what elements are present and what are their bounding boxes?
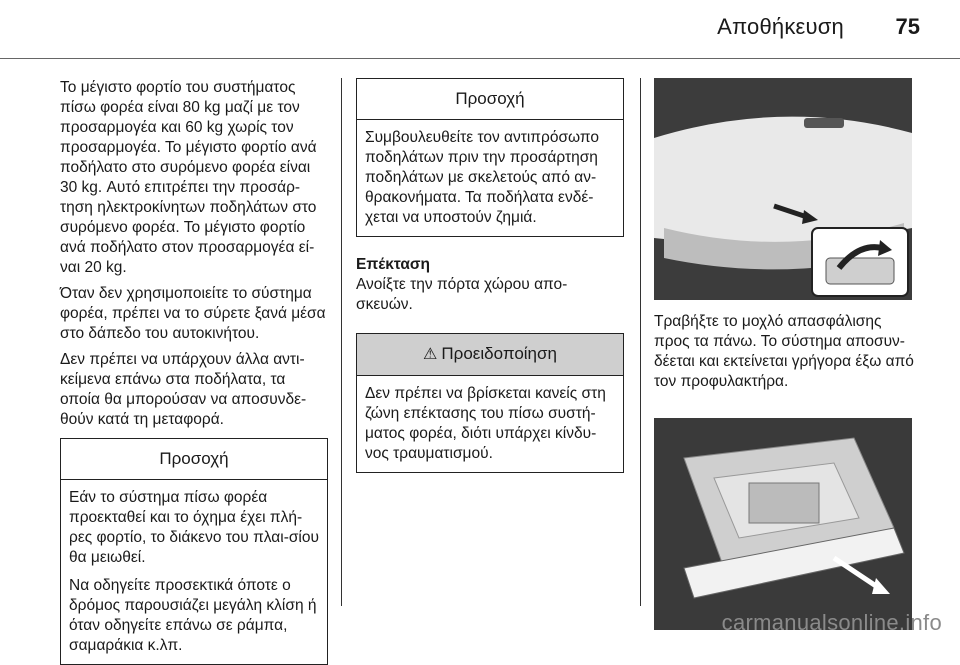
warning-heading-label: Προειδοποίηση [441, 344, 557, 363]
column-1 [60, 78, 328, 665]
caution-box [60, 438, 328, 665]
caution-text: Να οδηγείτε προσεκτικά όποτε ο δρόμος παρουσιάζει μεγάλη κλίση ή όταν οδηγείτε επάνω σε ράμπα, σαμαράκια κ.λπ. [69, 577, 317, 654]
caution-body [357, 120, 623, 236]
warning-text: Δεν πρέπει να βρίσκεται κανείς στη ζώνη επέκτασης του πίσω συστή-ματος φορέα, διότι υπάρχει κίνδυ-νος τραυματισμού. [365, 385, 606, 462]
caution-text: Εάν το σύστημα πίσω φορέα προεκταθεί και το όχημα έχει πλή-ρες φορτίο, το διάκενο του πλαι-σίου θα μειωθεί. [69, 489, 319, 566]
column-2 [356, 78, 624, 473]
warning-heading [357, 334, 623, 376]
header-divider [0, 58, 960, 59]
caution-body [61, 480, 327, 664]
caution-box [356, 78, 624, 237]
page-header [0, 0, 960, 60]
release-lever-illustration [654, 78, 912, 300]
caution-heading: Προσοχή [357, 79, 623, 120]
warning-body [357, 376, 623, 472]
body-paragraph: Δεν πρέπει να υπάρχουν άλλα αντι-κείμενα επάνω στα ποδήλατα, τα οποία θα μπορούσαν να αποσυνδε-θούν κατά τη μεταφορά. [60, 351, 307, 428]
body-paragraph: Το μέγιστο φορτίο του συστήματος πίσω φορέα είναι 80 kg μαζί με τον προσαρμογέα και 60 kg χωρίς τον προσαρμογέα. Το μέγιστο φορτίο ανά ποδήλατο στο συρόμενο φορέα είναι 30 kg. Αυτό επιτρέπει την προσάρ-τηση ηλεκτροκίνητων ποδηλάτων στο συρόμενο φορέα. Το μέγιστο φορτίο ανά ποδήλατο στον προσαρμογέα εί-ναι 20 kg. [60, 79, 317, 276]
column-3 [654, 78, 920, 630]
extended-carrier-illustration [654, 418, 912, 630]
column-divider [341, 78, 342, 606]
watermark: carmanualsonline.info [721, 610, 942, 635]
body-paragraph: Όταν δεν χρησιμοποιείτε το σύστημα φορέα, πρέπει να το σύρετε ξανά μέσα στο δάπεδο του αυτοκινήτου. [60, 285, 326, 342]
subheading-extension: Επέκταση [356, 256, 430, 273]
caution-text: Συμβουλευθείτε τον αντιπρόσωπο ποδηλάτων πριν την προσάρτηση ποδηλάτων με σκελετούς από αν-θρακονήματα. Τα ποδήλατα ενδέ-χεται να υποστούν ζημιά. [365, 129, 599, 226]
caution-heading: Προσοχή [61, 439, 327, 480]
column-divider [640, 78, 641, 606]
page-number: 75 [895, 14, 920, 39]
warning-triangle-icon: ⚠ [423, 346, 438, 363]
figure-caption: Τραβήξτε το μοχλό απασφάλισης προς τα πάνω. Το σύστημα αποσυν-δέεται και εκτείνεται γρήγορα έξω από τον προφυλακτήρα. [654, 313, 914, 390]
section-title: Αποθήκευση [717, 14, 844, 39]
body-paragraph: Ανοίξτε την πόρτα χώρου απο-σκευών. [356, 276, 568, 313]
warning-box [356, 333, 624, 473]
